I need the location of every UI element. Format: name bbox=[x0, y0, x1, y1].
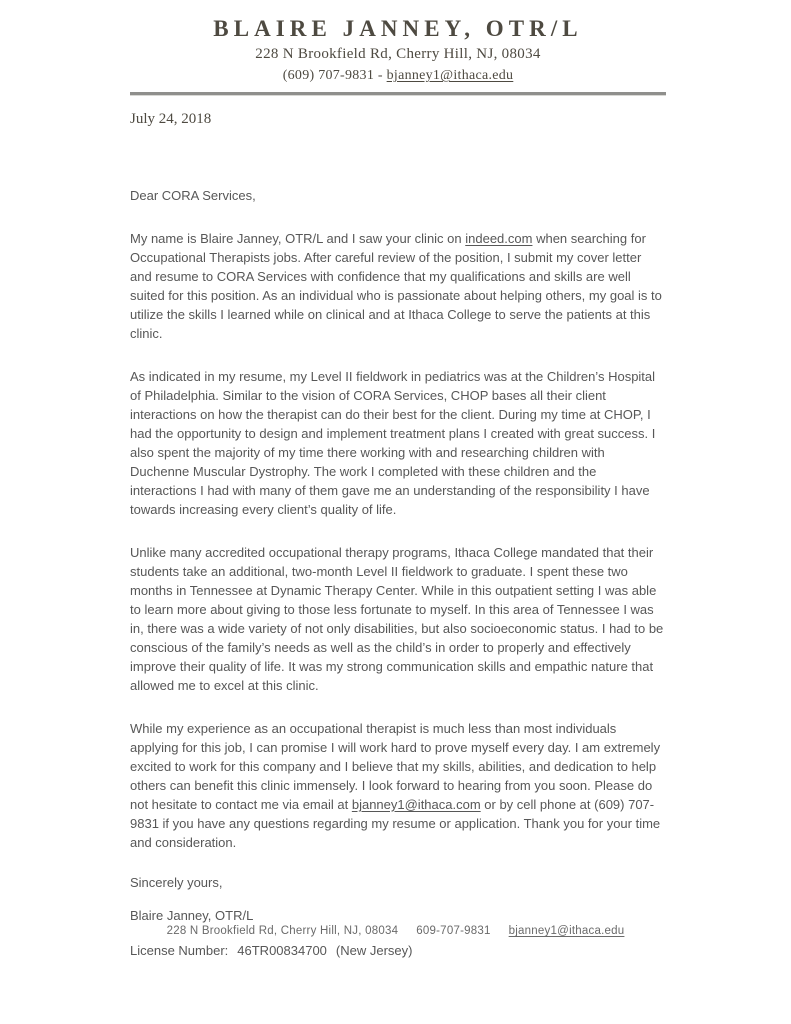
paragraph-intro bbox=[130, 229, 666, 343]
license-state: (New Jersey) bbox=[335, 943, 413, 958]
letterhead bbox=[130, 16, 666, 96]
paragraph-closing-pitch bbox=[130, 719, 666, 852]
footer-phone: 609-707-9831 bbox=[416, 925, 491, 937]
letterhead-address: 228 N Brookfield Rd, Cherry Hill, NJ, 08034 bbox=[255, 46, 541, 62]
letterhead-contact bbox=[130, 67, 666, 84]
indeed-link[interactable]: indeed.com bbox=[465, 231, 533, 246]
license-label: License Number: bbox=[130, 943, 229, 958]
header-divider bbox=[130, 92, 666, 96]
signature-name: Blaire Janney, OTR/L bbox=[130, 908, 254, 923]
footer-email-link[interactable]: bjanney1@ithaca.edu bbox=[508, 925, 625, 937]
page-footer bbox=[0, 924, 791, 938]
paragraph-chop-experience: As indicated in my resume, my Level II fieldwork in pediatrics was at the Children’s Hospital of Philadelphia. Similar to the vision of CORA Services, CHOP bases all their client interactions on how the therapist can do their best for the client. During my time at CHOP, I had the opportunity to design and implement treatment plans I created with great success. I also spent the majority of my time there working with and researching children with Duchenne Muscular Dystrophy. The work I completed with these children and the interactions I had with many of them gave me an understanding of the responsibility I have towards increasing every client’s quality of life. bbox=[130, 369, 656, 517]
salutation: Dear CORA Services, bbox=[130, 188, 256, 203]
license-line bbox=[130, 941, 666, 960]
paragraph-tennessee-experience: Unlike many accredited occupational therapy programs, Ithaca College mandated that their students take an additional, two-month Level II fieldwork to graduate. I spent these two months in Tennessee at Dynamic Therapy Center. While in this outpatient setting I was able to learn more about giving to those less fortunate to myself. In this area of Tennessee I was in, there was a wide variety of not only disabilities, but also socioeconomic status. I had to be conscious of the family’s needs as well as the child’s in order to properly and effectively improve their quality of life. It was my strong communication skills and empathic nature that allowed me to excel at this clinic. bbox=[130, 545, 664, 693]
letterhead-phone: (609) 707-9831 bbox=[282, 68, 375, 83]
paragraph-intro-text: My name is Blaire Janney, OTR/L and I saw your clinic on bbox=[130, 231, 466, 246]
license-number: 46TR00834700 bbox=[237, 943, 327, 958]
paragraph-closing-text-after: or by cell phone at (609) 707-9831 if you have any questions regarding my resume or application. Thank you for your time and consideration. bbox=[130, 797, 661, 850]
letterhead-separator: - bbox=[374, 68, 387, 83]
valediction: Sincerely yours, bbox=[130, 875, 223, 890]
contact-email-link[interactable]: bjanney1@ithaca.com bbox=[351, 797, 481, 812]
paragraph-intro-text-after: when searching for Occupational Therapists jobs. After careful review of the position, I submit my cover letter and resume to CORA Services with confidence that my qualifications and skills are well suited for this position. As an individual who is passionate about helping others, my goal is to utilize the skills I learned while on clinical and at Ithaca College to serve the patients at this clinic. bbox=[130, 231, 662, 341]
footer-address: 228 N Brookfield Rd, Cherry Hill, NJ, 08034 bbox=[166, 925, 399, 937]
letter-date: July 24, 2018 bbox=[130, 111, 212, 127]
letter-body bbox=[130, 186, 666, 960]
letterhead-name: BLAIRE JANNEY, OTR/L bbox=[213, 16, 583, 41]
letterhead-email-link[interactable]: bjanney1@ithaca.edu bbox=[386, 68, 514, 83]
paragraph-closing-text: While my experience as an occupational therapist is much less than most individuals applying for this job, I can promise I will work hard to prove myself every day. I am extremely excited to work for this company and I believe that my skills, abilities, and dedication to help others can benefit this clinic immensely. I look forward to hearing from you soon. Please do not hesitate to contact me via email at bbox=[130, 721, 661, 812]
